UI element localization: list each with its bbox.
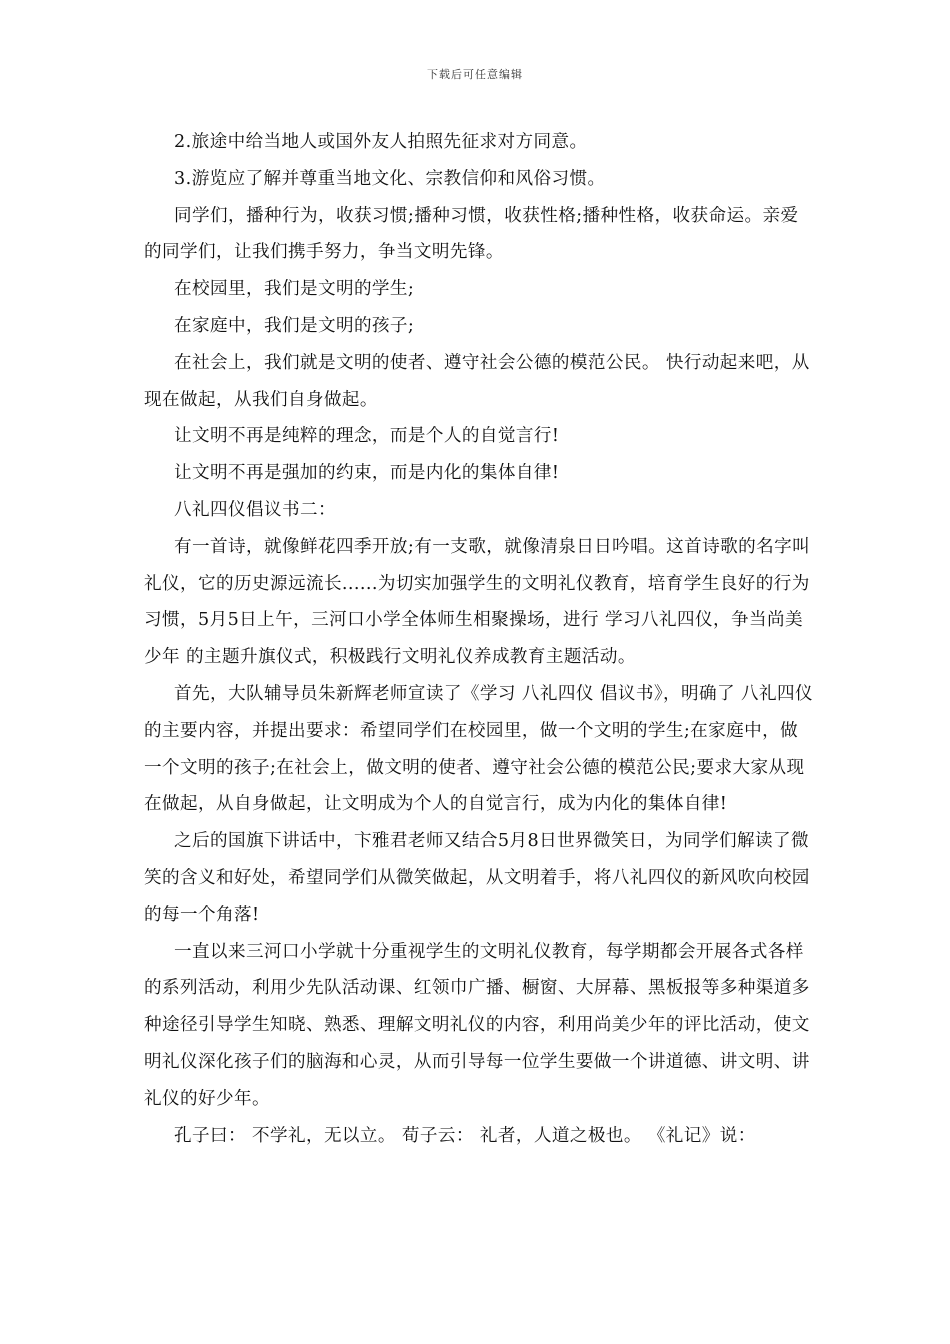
paragraph: 首先，大队辅导员朱新辉老师宣读了《学习 八礼四仪 倡议书》，明确了 八礼四仪 的主要内容，并提出要求：希望同学们在校园里，做一个文明的学生;在家庭中，做一个文明的孩子;在社会上，做文明的使者、遵守社会公德的模范公民;要求大家从现在做起，从自身做起，让文明成为个人的自觉言行，成为内化的集体自律! [144, 683, 819, 815]
paragraph: 2.旅途中给当地人或国外友人拍照先征求对方同意。 [174, 132, 588, 152]
paragraph: 在家庭中，我们是文明的孩子; [174, 315, 415, 336]
paragraph: 3.游览应了解并尊重当地文化、宗教信仰和风俗习惯。 [174, 168, 606, 189]
paragraph: 让文明不再是强加的约束，而是内化的集体自律! [174, 463, 560, 484]
paragraph: 在校园里，我们是文明的学生; [174, 279, 415, 300]
document-body [144, 124, 819, 1154]
paragraph: 有一首诗，就像鲜花四季开放;有一支歌，就像清泉日日吟唱。这首诗歌的名字叫礼仪，它的历史源远流长......为切实加强学生的文明礼仪教育，培育学生良好的行为习惯，5月5日上午，三河口小学全体师生相聚操场，进行 学习八礼四仪，争当尚美少年 的主题升旗仪式，积极践行文明礼仪养成教育主题活动。 [144, 536, 811, 668]
section-heading: 八礼四仪倡议书二： [174, 499, 336, 520]
paragraph: 一直以来三河口小学就十分重视学生的文明礼仪教育，每学期都会开展各式各样的系列活动，利用少先队活动课、红领巾广播、橱窗、大屏幕、黑板报等多种渠道多种途径引导学生知晓、熟悉、理解文明礼仪的内容，利用尚美少年的评比活动，使文明礼仪深化孩子们的脑海和心灵，从而引导每一位学生要做一个讲道德、讲文明、讲礼仪的好少年。 [144, 941, 810, 1109]
paragraph: 在社会上，我们就是文明的使者、遵守社会公德的模范公民。 快行动起来吧，从现在做起，从我们自身做起。 [144, 352, 810, 410]
page-header: 下载后可任意编辑 [427, 68, 523, 81]
paragraph: 之后的国旗下讲话中，卞雅君老师又结合5月8日世界微笑日，为同学们解读了微笑的含义和好处，希望同学们从微笑做起，从文明着手，将八礼四仪的新风吹向校园的每一个角落! [144, 831, 810, 925]
paragraph: 孔子曰： 不学礼，无以立。 荀子云： 礼者，人道之极也。 《礼记》说： [174, 1125, 756, 1146]
paragraph: 让文明不再是纯粹的理念，而是个人的自觉言行! [174, 426, 560, 447]
paragraph: 同学们，播种行为，收获习惯;播种习惯，收获性格;播种性格，收获命运。亲爱的同学们，让我们携手努力，争当文明先锋。 [144, 205, 799, 263]
